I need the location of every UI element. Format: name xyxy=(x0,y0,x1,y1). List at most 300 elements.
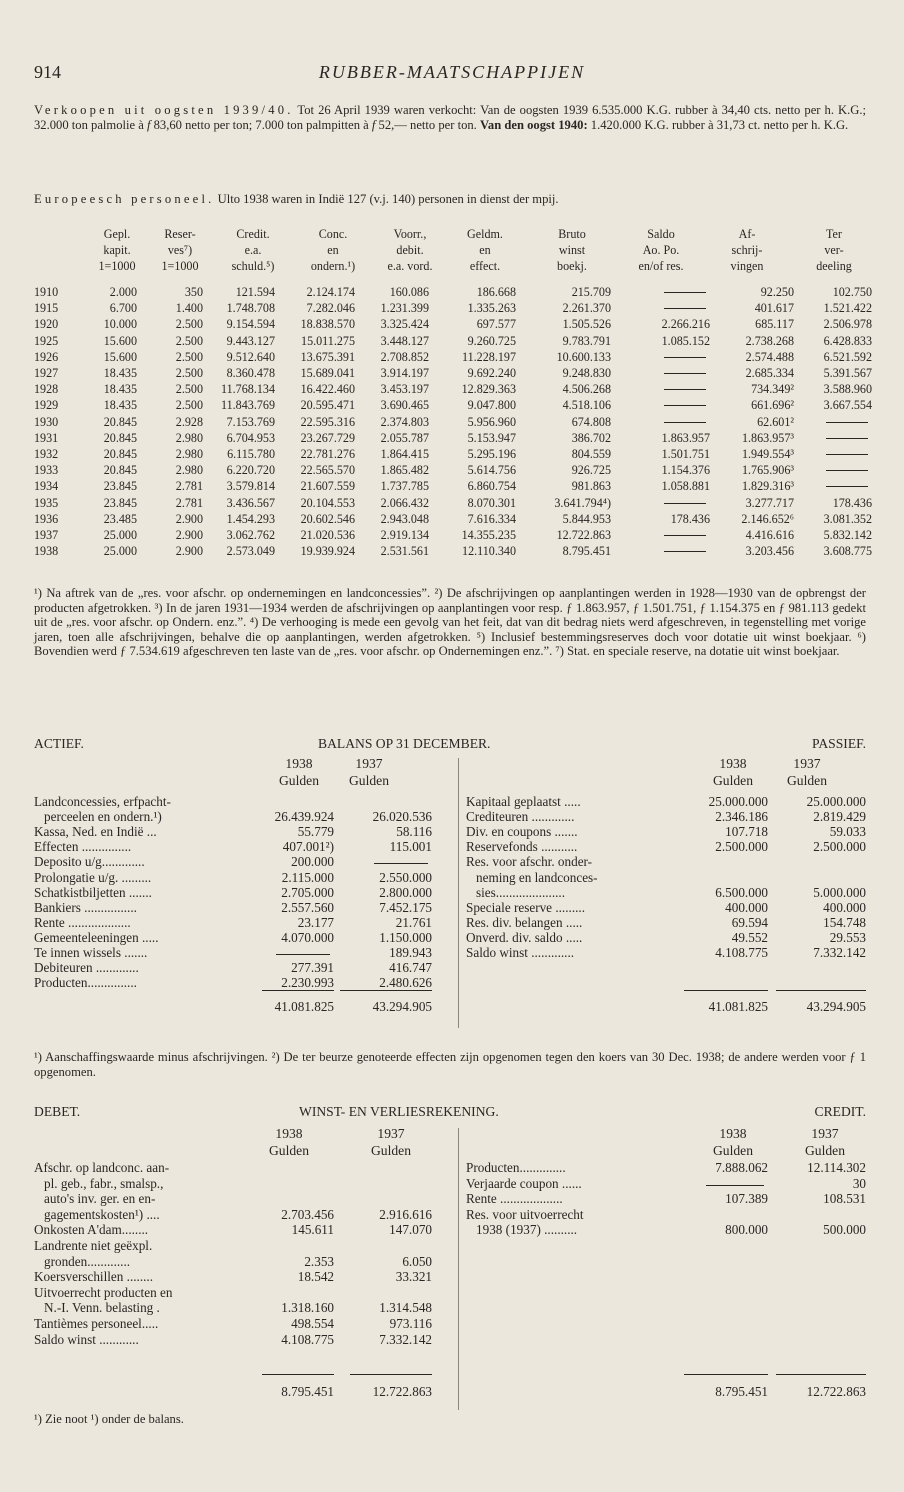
actief-total: 43.294.905 xyxy=(372,999,432,1014)
actief-value: 2.705.000 xyxy=(281,884,334,900)
table-cell: 3.667.554 xyxy=(823,398,872,413)
column-header: vingen xyxy=(730,259,764,273)
table-cell: 1.737.785 xyxy=(380,479,429,494)
table-cell: 15.011.275 xyxy=(301,333,355,348)
col-year-1937: 1937 xyxy=(793,756,821,771)
table-cell: 3.608.775 xyxy=(823,544,872,559)
actief-label: Prolongatie u/g. ......... xyxy=(34,869,152,885)
passief-label: Reservefonds ........... xyxy=(466,839,578,855)
table-cell: 20.845 xyxy=(103,414,137,429)
debet-label: Koersverschillen ........ xyxy=(34,1269,154,1285)
table-cell xyxy=(664,300,706,316)
actief-value: 2.115.000 xyxy=(281,869,334,885)
column-header: en xyxy=(479,243,491,257)
total-rule xyxy=(684,1374,768,1375)
actief-value: 26.020.536 xyxy=(372,809,432,825)
actief-value: 115.001 xyxy=(389,839,432,855)
debet-value: 7.332.142 xyxy=(379,1331,432,1347)
page-header xyxy=(34,62,870,88)
table-cell: 23.267.729 xyxy=(300,430,355,445)
table-cell xyxy=(664,284,706,300)
debet-label: auto's inv. ger. en en- xyxy=(44,1191,156,1207)
page-number: 914 xyxy=(34,62,61,82)
verkoopen-bold: Van den oogst 1940: xyxy=(479,117,588,132)
table-cell: 2.261.370 xyxy=(562,301,611,316)
debet-label: Tantièmes personeel..... xyxy=(34,1316,159,1331)
col-unit: Gulden xyxy=(348,773,390,788)
column-header: e.a. vord. xyxy=(387,259,433,273)
passief-label: Saldo winst ............. xyxy=(466,945,575,960)
table-cell: 121.594 xyxy=(235,285,275,299)
table-cell: 1.085.152 xyxy=(661,333,710,348)
table-cell: 804.559 xyxy=(571,447,611,461)
debet-value: 33.321 xyxy=(395,1269,432,1285)
debet-value: 2.353 xyxy=(304,1253,334,1269)
guilder-sign: f xyxy=(371,117,376,132)
table-cell: 6.428.833 xyxy=(823,333,872,348)
debet-label: Landrente niet geëxpl. xyxy=(34,1238,153,1253)
row-year: 1935 xyxy=(34,495,59,510)
table-cell: 160.086 xyxy=(389,285,429,299)
credit-title: CREDIT. xyxy=(814,1104,866,1119)
table-cell: 1.501.751 xyxy=(661,447,710,461)
passief-value: 107.718 xyxy=(725,824,768,840)
table-cell: 8.070.301 xyxy=(467,495,516,510)
actief-label: Deposito u/g............. xyxy=(34,854,145,870)
table-cell: 5.614.756 xyxy=(467,463,516,478)
table-cell: 1.231.399 xyxy=(380,301,429,316)
table-cell: 1.748.708 xyxy=(226,301,275,316)
table-cell: 2.980 xyxy=(175,430,203,445)
debet-label: gagementskosten¹) .... xyxy=(44,1206,160,1222)
table-cell: 3.325.424 xyxy=(380,317,429,332)
row-year: 1930 xyxy=(34,414,59,429)
table-cell: 11.843.769 xyxy=(221,398,275,413)
table-cell: 20.845 xyxy=(103,447,137,461)
table-cell: 6.700 xyxy=(109,301,137,316)
passief-value: 49.552 xyxy=(731,929,768,945)
credit-label: 1938 (1937) .......... xyxy=(476,1222,578,1238)
actief-label: Kassa, Ned. en Indië ... xyxy=(34,824,157,840)
passief-value: 69.594 xyxy=(731,914,768,930)
row-year: 1920 xyxy=(34,317,59,332)
column-header: winst xyxy=(558,243,586,257)
table-cell: 350 xyxy=(184,285,203,299)
table-cell: 3.588.960 xyxy=(823,382,872,397)
verkoopen-text-1: Tot 26 April 1939 waren verkocht: Van de oogsten 1939 6.535.000 K.G. rubber à 34,40 cts. netto per h. K.G.; 32.000 ton palmolie à xyxy=(34,103,867,132)
column-header: Bruto xyxy=(558,227,586,241)
table-cell: 10.600.133 xyxy=(556,349,611,364)
credit-total: 8.795.451 xyxy=(715,1384,768,1399)
table-cell: 1.505.526 xyxy=(562,317,611,332)
passief-label: Res. div. belangen ..... xyxy=(466,914,583,930)
column-header: debit. xyxy=(396,243,424,257)
total-rule xyxy=(776,990,866,991)
column-header: schuld.⁵) xyxy=(231,259,275,273)
passief-value: 2.500.000 xyxy=(715,839,768,855)
row-year: 1938 xyxy=(34,544,59,559)
running-title: RUBBER-MAATSCHAPPIJEN xyxy=(318,62,586,82)
table-cell xyxy=(826,446,868,462)
actief-value: 7.452.175 xyxy=(379,899,432,915)
debet-value: 147.070 xyxy=(389,1222,432,1238)
col-year-1937: 1937 xyxy=(811,1126,839,1141)
table-cell: 12.110.340 xyxy=(462,544,516,559)
table-cell: 9.692.240 xyxy=(467,366,516,380)
table-cell: 6.521.592 xyxy=(823,349,872,364)
debet-label: Onkosten A'dam........ xyxy=(34,1222,149,1238)
table-cell: 3.203.456 xyxy=(745,544,794,559)
table-cell xyxy=(826,430,868,446)
debet-value: 4.108.775 xyxy=(281,1331,334,1347)
table-cell: 18.435 xyxy=(103,382,137,397)
actief-label: perceelen en ondern.¹) xyxy=(44,809,162,825)
table-cell: 9.047.800 xyxy=(467,398,516,413)
total-rule xyxy=(776,1374,866,1375)
table-cell xyxy=(664,527,706,543)
table-cell: 2.980 xyxy=(175,447,203,461)
actief-value: 21.761 xyxy=(395,914,432,930)
table-cell: 15.600 xyxy=(103,333,137,348)
table-cell: 9.443.127 xyxy=(226,333,275,348)
table-cell: 5.956.960 xyxy=(467,414,516,429)
column-header: Geldm. xyxy=(467,227,503,241)
actief-value: 2.230.993 xyxy=(281,975,334,991)
col-unit: Gulden xyxy=(786,773,828,788)
debet-label: Uitvoerrecht producten en xyxy=(34,1284,173,1300)
debet-value: 973.116 xyxy=(389,1316,432,1331)
footnotes-statistics: ¹) Na aftrek van de „res. voor afschr. op ondernemingen en landconcessies”. ²) De afschrijvingen op aanplantingen werden in 1928—1930 van de opbrengst der producten afgetrokken. ³) In de jaren 1931—1934 werden de afschrijvingen op aanplantingen voor resp. ƒ 1.863.957, ƒ 1.501.751, ƒ 1.154.375 en ƒ 981.113 gedekt uit de „res. voor afschr. op Ondern. enz.”. ⁴) De verhooging is mede een gevolg van het feit, dat van dit bedrag niets werd afgeschreven, in tegenstelling met vorige jaren, toen alle afschrijvingen, behalve die op aanplantingen, werden afgetrokken. ⁵) Inclusief bestemmingsreserves doch voor dotatie uit winst boekjaar. ⁶) Bovendien werd ƒ 7.534.619 afgeschreven ten laste van de „res. voor afschr. op Ondernemingen enz.”. ⁷) Stat. en speciale reserve, na dotatie uit winst boekjaar. xyxy=(34,586,866,659)
actief-value: 2.557.560 xyxy=(281,899,334,915)
table-cell: 23.845 xyxy=(103,479,137,494)
table-cell: 5.832.142 xyxy=(823,528,872,542)
table-cell: 22.781.276 xyxy=(300,447,355,461)
table-cell: 2.500 xyxy=(175,366,203,380)
debet-label: Afschr. op landconc. aan- xyxy=(34,1160,170,1175)
table-cell: 8.795.451 xyxy=(562,544,611,559)
table-cell: 2.055.787 xyxy=(380,430,429,445)
table-cell: 1.863.957³ xyxy=(741,430,794,445)
table-cell: 2.506.978 xyxy=(823,317,872,332)
table-cell: 3.062.762 xyxy=(226,528,275,542)
table-cell: 401.617 xyxy=(754,301,794,316)
row-year: 1926 xyxy=(34,349,59,364)
debet-value: 1.318.160 xyxy=(281,1300,334,1316)
table-cell: 4.518.106 xyxy=(562,398,611,413)
table-cell: 5.844.953 xyxy=(562,511,611,526)
table-cell: 1.863.957 xyxy=(661,430,710,445)
table-cell: 1.454.293 xyxy=(226,511,275,526)
total-rule xyxy=(350,1374,432,1375)
passief-value: 25.000.000 xyxy=(806,794,866,809)
actief-value: 407.001²) xyxy=(282,839,334,855)
table-cell: 2.685.334 xyxy=(745,366,794,380)
table-cell: 22.595.316 xyxy=(300,414,355,429)
actief-value: 4.070.000 xyxy=(281,929,334,945)
table-cell: 20.845 xyxy=(103,463,137,478)
table-cell: 2.374.803 xyxy=(380,414,429,429)
table-cell: 9.783.791 xyxy=(562,333,611,348)
actief-label: Schatkistbiljetten ....... xyxy=(34,884,152,900)
debet-value: 1.314.548 xyxy=(379,1300,432,1316)
table-cell: 2.738.268 xyxy=(745,333,794,348)
table-cell: 2.146.652⁶ xyxy=(741,511,794,526)
table-cell: 22.565.570 xyxy=(300,463,355,478)
passief-label: Kapitaal geplaatst ..... xyxy=(466,794,581,809)
table-cell: 2.708.852 xyxy=(380,349,429,364)
table-cell xyxy=(664,543,706,559)
column-header: en xyxy=(327,243,339,257)
column-header: Gepl. xyxy=(103,227,131,241)
table-cell: 2.066.432 xyxy=(380,495,429,510)
debet-label: Saldo winst ............ xyxy=(34,1331,139,1347)
table-cell xyxy=(826,478,868,494)
row-year: 1910 xyxy=(34,285,59,299)
table-cell xyxy=(664,349,706,365)
table-cell: 14.355.235 xyxy=(461,528,516,542)
passief-label: Crediteuren ............. xyxy=(466,809,575,825)
table-cell xyxy=(664,414,706,430)
table-cell: 10.000 xyxy=(103,317,137,332)
table-cell xyxy=(664,495,706,511)
table-cell: 2.500 xyxy=(175,349,203,364)
table-cell: 2.900 xyxy=(175,511,203,526)
actief-value: 2.800.000 xyxy=(379,884,432,900)
table-cell: 2.266.216 xyxy=(661,317,710,332)
table-cell: 4.416.616 xyxy=(745,528,794,542)
column-header: Af- xyxy=(738,227,756,241)
footnote-profit-loss: ¹) Zie noot ¹) onder de balans. xyxy=(34,1412,184,1426)
passief-total: 41.081.825 xyxy=(708,999,768,1014)
row-year: 1934 xyxy=(34,479,59,494)
personeel-lead: Europeesch personeel. xyxy=(34,192,215,206)
column-header: Credit. xyxy=(236,227,270,241)
verkoopen-lead: Verkoopen uit oogsten 1939/40. xyxy=(34,103,294,117)
table-cell xyxy=(826,414,868,430)
table-cell: 3.277.717 xyxy=(745,495,794,510)
actief-value: 277.391 xyxy=(291,960,334,976)
credit-value xyxy=(706,1176,764,1192)
passief-title: PASSIEF. xyxy=(812,736,866,751)
table-cell: 1.864.415 xyxy=(380,447,429,461)
column-header: 1=1000 xyxy=(98,259,136,273)
column-header: ondern.¹) xyxy=(310,259,356,273)
table-cell: 18.435 xyxy=(103,398,137,413)
table-cell: 685.117 xyxy=(755,317,794,332)
table-cell: 11.228.197 xyxy=(462,349,516,364)
row-year: 1933 xyxy=(34,463,59,478)
total-rule xyxy=(262,1374,334,1375)
col-unit: Gulden xyxy=(370,1143,412,1158)
col-unit: Gulden xyxy=(268,1143,310,1158)
passief-value: 400.000 xyxy=(725,899,768,915)
table-cell: 981.863 xyxy=(571,479,611,494)
table-cell: 20.602.546 xyxy=(300,511,355,526)
debet-label: pl. geb., fabr., smalsp., xyxy=(44,1175,164,1191)
actief-value: 58.116 xyxy=(396,824,432,840)
column-header: 1=1000 xyxy=(161,259,199,273)
table-cell xyxy=(664,381,706,397)
table-cell: 1.865.482 xyxy=(380,463,429,478)
table-cell: 18.435 xyxy=(103,366,137,380)
credit-value: 107.389 xyxy=(725,1191,768,1207)
table-cell: 2.919.134 xyxy=(380,528,429,542)
col-unit: Gulden xyxy=(712,1143,754,1158)
table-cell: 62.601² xyxy=(757,414,794,429)
actief-value: 416.747 xyxy=(389,960,432,976)
table-cell: 1.829.316³ xyxy=(741,479,794,494)
passief-value: 2.500.000 xyxy=(813,839,866,855)
table-cell: 9.248.830 xyxy=(562,366,611,380)
passief-value: 2.346.186 xyxy=(715,809,768,825)
passief-value: 154.748 xyxy=(823,914,866,930)
col-unit: Gulden xyxy=(712,773,754,788)
table-cell: 1.765.906³ xyxy=(741,463,794,478)
debet-value: 145.611 xyxy=(291,1222,334,1238)
balance-sheet xyxy=(0,736,904,1046)
passief-total: 43.294.905 xyxy=(806,999,866,1014)
column-divider xyxy=(458,1128,459,1410)
table-cell: 674.808 xyxy=(571,414,611,429)
table-cell: 2.900 xyxy=(175,544,203,559)
debet-value: 6.050 xyxy=(402,1253,432,1269)
actief-label: Debiteuren ............. xyxy=(34,960,139,976)
actief-total: 41.081.825 xyxy=(274,999,334,1014)
debet-total: 8.795.451 xyxy=(281,1384,334,1399)
table-cell: 1.335.263 xyxy=(467,301,516,316)
table-cell: 8.360.478 xyxy=(226,366,275,380)
personeel-text: Ulto 1938 waren in Indië 127 (v.j. 140) personen in dienst der mpij. xyxy=(214,192,559,206)
row-year: 1931 xyxy=(34,430,59,445)
column-divider xyxy=(458,758,459,1028)
table-cell: 1.400 xyxy=(175,301,203,316)
table-cell xyxy=(664,365,706,381)
table-cell: 5.153.947 xyxy=(467,430,516,445)
table-cell: 697.577 xyxy=(476,317,516,332)
table-cell: 2.124.174 xyxy=(306,285,355,299)
column-header: e.a. xyxy=(244,243,262,257)
column-header: schrij- xyxy=(731,243,763,257)
col-year-1937: 1937 xyxy=(377,1126,405,1141)
table-cell: 25.000 xyxy=(103,544,137,559)
passief-label: Onverd. div. saldo ..... xyxy=(466,929,583,945)
table-cell: 3.579.814 xyxy=(226,479,275,494)
table-cell: 661.696² xyxy=(751,398,794,413)
table-cell: 1.949.554³ xyxy=(741,447,794,461)
col-year-1938: 1938 xyxy=(719,756,747,771)
total-rule xyxy=(684,990,768,991)
column-header: en/of res. xyxy=(638,259,684,273)
verkoopen-text-4: 1.420.000 K.G. rubber à 31,73 ct. netto per h. K.G. xyxy=(587,117,849,132)
actief-value: 23.177 xyxy=(297,914,334,930)
credit-total: 12.722.863 xyxy=(806,1384,866,1399)
credit-value: 12.114.302 xyxy=(807,1160,866,1175)
table-cell: 2.500 xyxy=(175,398,203,413)
personeel-paragraph xyxy=(34,192,866,207)
table-cell: 3.081.352 xyxy=(823,511,872,526)
passief-value: 7.332.142 xyxy=(813,945,866,960)
table-cell: 20.104.553 xyxy=(300,495,355,510)
debet-value: 2.916.616 xyxy=(379,1206,432,1222)
column-header: Ao. Po. xyxy=(642,243,680,257)
table-cell xyxy=(664,397,706,413)
passief-label: Speciale reserve ......... xyxy=(466,899,586,915)
credit-value: 800.000 xyxy=(725,1222,768,1238)
column-header: Voorr., xyxy=(393,227,427,241)
actief-value: 1.150.000 xyxy=(379,929,432,945)
column-header: effect. xyxy=(469,259,501,273)
credit-value: 108.531 xyxy=(823,1191,866,1207)
table-cell: 20.845 xyxy=(103,430,137,445)
passief-value: 4.108.775 xyxy=(715,945,768,960)
passief-value: 5.000.000 xyxy=(813,884,866,900)
table-cell: 13.675.391 xyxy=(300,349,355,364)
debet-title: DEBET. xyxy=(34,1104,81,1119)
total-rule xyxy=(340,990,432,991)
table-cell: 2.943.048 xyxy=(380,511,429,526)
table-cell: 6.860.754 xyxy=(467,479,516,494)
col-year-1938: 1938 xyxy=(285,756,313,771)
row-year: 1929 xyxy=(34,398,59,413)
table-cell xyxy=(826,462,868,478)
debet-total: 12.722.863 xyxy=(372,1384,432,1399)
table-cell: 2.500 xyxy=(175,333,203,348)
row-year: 1925 xyxy=(34,333,59,348)
table-cell: 6.220.720 xyxy=(226,463,275,478)
table-cell: 9.260.725 xyxy=(467,333,516,348)
column-header: Conc. xyxy=(318,227,348,241)
table-cell: 9.154.594 xyxy=(226,317,275,332)
balans-title: BALANS OP 31 DECEMBER. xyxy=(318,736,491,751)
table-cell: 6.115.780 xyxy=(227,447,275,461)
table-cell: 11.768.134 xyxy=(221,382,275,397)
actief-value xyxy=(276,945,330,961)
table-cell: 4.506.268 xyxy=(562,382,611,397)
actief-value: 26.439.924 xyxy=(274,809,334,825)
table-cell: 102.750 xyxy=(832,285,872,299)
col-unit: Gulden xyxy=(278,773,320,788)
table-cell: 1.154.376 xyxy=(661,463,710,478)
table-cell: 178.436 xyxy=(832,495,872,510)
table-cell: 2.573.049 xyxy=(226,544,275,559)
table-cell: 23.485 xyxy=(103,511,137,526)
statistics-table xyxy=(0,226,904,586)
actief-label: Bankiers ................ xyxy=(34,899,137,915)
table-cell: 3.914.197 xyxy=(380,366,429,380)
row-year: 1937 xyxy=(34,528,59,542)
actief-label: Gemeenteleeningen ..... xyxy=(34,929,159,945)
table-cell: 2.928 xyxy=(175,414,203,429)
col-year-1938: 1938 xyxy=(719,1126,747,1141)
table-cell: 7.153.769 xyxy=(226,414,275,429)
table-cell: 3.641.794⁴) xyxy=(554,495,611,510)
actief-value: 2.550.000 xyxy=(379,869,432,885)
actief-label: Effecten ............... xyxy=(34,839,132,855)
actief-value: 2.480.626 xyxy=(379,975,432,991)
row-year: 1915 xyxy=(34,301,59,316)
passief-value: 29.553 xyxy=(829,929,866,945)
table-cell: 3.453.197 xyxy=(380,382,429,397)
actief-value xyxy=(374,854,428,870)
table-cell: 215.709 xyxy=(571,285,611,299)
debet-label: N.-I. Venn. belasting . xyxy=(44,1300,160,1316)
table-cell: 19.939.924 xyxy=(300,544,355,559)
table-cell: 2.531.561 xyxy=(380,544,429,559)
passief-label: Res. voor afschr. onder- xyxy=(466,854,593,870)
debet-value: 498.554 xyxy=(291,1316,334,1331)
column-header: Reser- xyxy=(164,227,196,241)
actief-label: Rente ................... xyxy=(34,914,131,930)
